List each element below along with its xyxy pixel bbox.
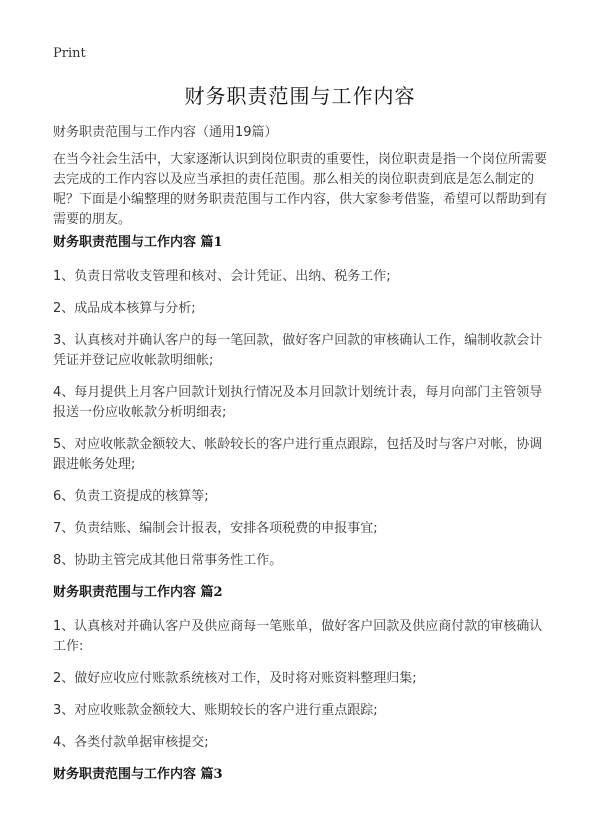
document-content: [53, 233, 553, 785]
list-item: 1、认真核对并确认客户及供应商每一笔账单，做好客户回款及供应商付款的审核确认工作:: [53, 619, 543, 654]
section-heading: 财务职责范围与工作内容 篇2: [53, 585, 223, 600]
section-heading: 财务职责范围与工作内容 篇1: [53, 235, 223, 250]
page-subtitle: 财务职责范围与工作内容（通用19篇）: [53, 125, 278, 140]
page-title: 财务职责范围与工作内容: [184, 84, 416, 108]
list-item: 3、认真核对并确认客户的每一笔回款，做好客户回款的审核确认工作，编制收款会计凭证并登记应收帐款明细帐;: [53, 333, 543, 368]
section-heading: 财务职责范围与工作内容 篇3: [53, 767, 223, 782]
list-item: 1、负责日常收支管理和核对、会计凭证、出纳、税务工作;: [53, 269, 391, 284]
list-item: 4、各类付款单据审核提交;: [53, 735, 209, 750]
print-label[interactable]: Print: [53, 46, 86, 61]
list-item: 2、成品成本核算与分析;: [53, 301, 196, 316]
list-item: 2、做好应收应付账款系统核对工作，及时将对账资料整理归集;: [53, 671, 417, 686]
list-item: 6、负责工资提成的核算等;: [53, 489, 209, 504]
intro-paragraph: 在当今社会生活中，大家逐渐认识到岗位职责的重要性，岗位职责是指一个岗位所需要去完成的工作内容以及应当承担的责任范围。那么相关的岗位职责到底是怎么制定的呢？下面是小编整理的财务职责范围与工作内容，供大家参考借鉴，希望可以帮助到有需要的朋友。: [53, 152, 548, 227]
list-item: 3、对应收账款金额较大、账期较长的客户进行重点跟踪;: [53, 703, 378, 718]
list-item: 8、协助主管完成其他日常事务性工作。: [53, 553, 283, 568]
list-item: 5、对应收帐款金额较大、帐龄较长的客户进行重点跟踪，包括及时与客户对帐，协调跟进帐务处理;: [53, 437, 543, 472]
list-item: 7、负责结账、编制会计报表，安排各项税费的申报事宜;: [53, 521, 378, 536]
list-item: 4、每月提供上月客户回款计划执行情况及本月回款计划统计表，每月向部门主管领导报送一份应收帐款分析明细表;: [53, 385, 543, 420]
